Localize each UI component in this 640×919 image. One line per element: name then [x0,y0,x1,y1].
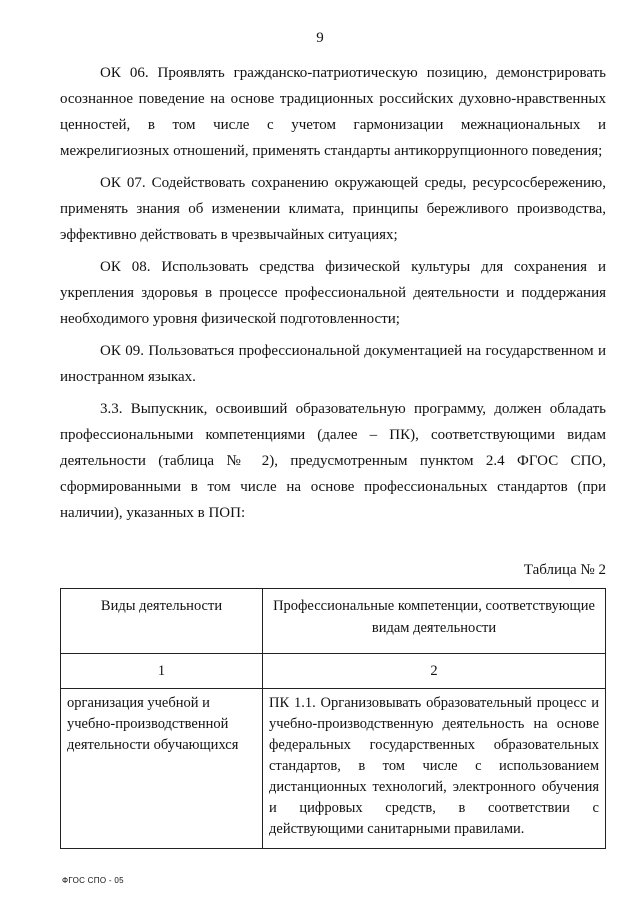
header-competence: Профессиональные компетенции, соответствующие видам деятельности [263,589,606,654]
activity-cell: организация учебной и учебно-производственной деятельности обучающихся [61,689,263,849]
body-text [60,60,606,532]
paragraph-ok-06: ОК 06. Проявлять гражданско-патриотическую позицию, демонстрировать осознанное поведение на основе традиционных российских духовно-нравственных ценностей, в том числе с учетом гармонизации межнациональных и межрелигиозных отношений, применять стандарты антикоррупционного поведения; [60,65,606,159]
competence-cell: ПК 1.1. Организовывать образовательный процесс и учебно-производственную деятельность на основе федеральных государственных образовательных стандартов, в том числе с использованием дистанционных технологий, электронного обучения и цифровых средств, в соответствии с действующими санитарными правилами. [263,689,606,849]
page-number: 9 [316,30,324,46]
table-caption: Таблица № 2 [523,562,606,578]
paragraph-ok-07: ОК 07. Содействовать сохранению окружающей среды, ресурсосбережению, применять знания об изменении климата, принципы бережливого производства, эффективно действовать в чрезвычайных ситуациях; [60,175,606,243]
footer-code: ФГОС СПО - 05 [62,876,124,885]
column-number-1: 1 [61,654,263,689]
paragraph-3-3: 3.3. Выпускник, освоивший образовательную программу, должен обладать профессиональными компетенциями (далее – ПК), соответствующими видам деятельности (таблица № 2), предусмотренным пунктом 2.4 ФГОС СПО, сформированными в том числе на основе профессиональных стандартов (при наличии), указанных в ПОП: [60,401,606,521]
table-header-row [61,589,606,654]
header-activity: Виды деятельности [61,589,263,654]
paragraph-ok-08: ОК 08. Использовать средства физической культуры для сохранения и укрепления здоровья в процессе профессиональной деятельности и поддержания необходимого уровня физической подготовленности; [60,259,606,327]
table-row [61,689,606,849]
competence-table [60,588,606,849]
paragraph-ok-09: ОК 09. Пользоваться профессиональной документацией на государственном и иностранном языках. [60,343,606,385]
table-number-row [61,654,606,689]
column-number-2: 2 [263,654,606,689]
